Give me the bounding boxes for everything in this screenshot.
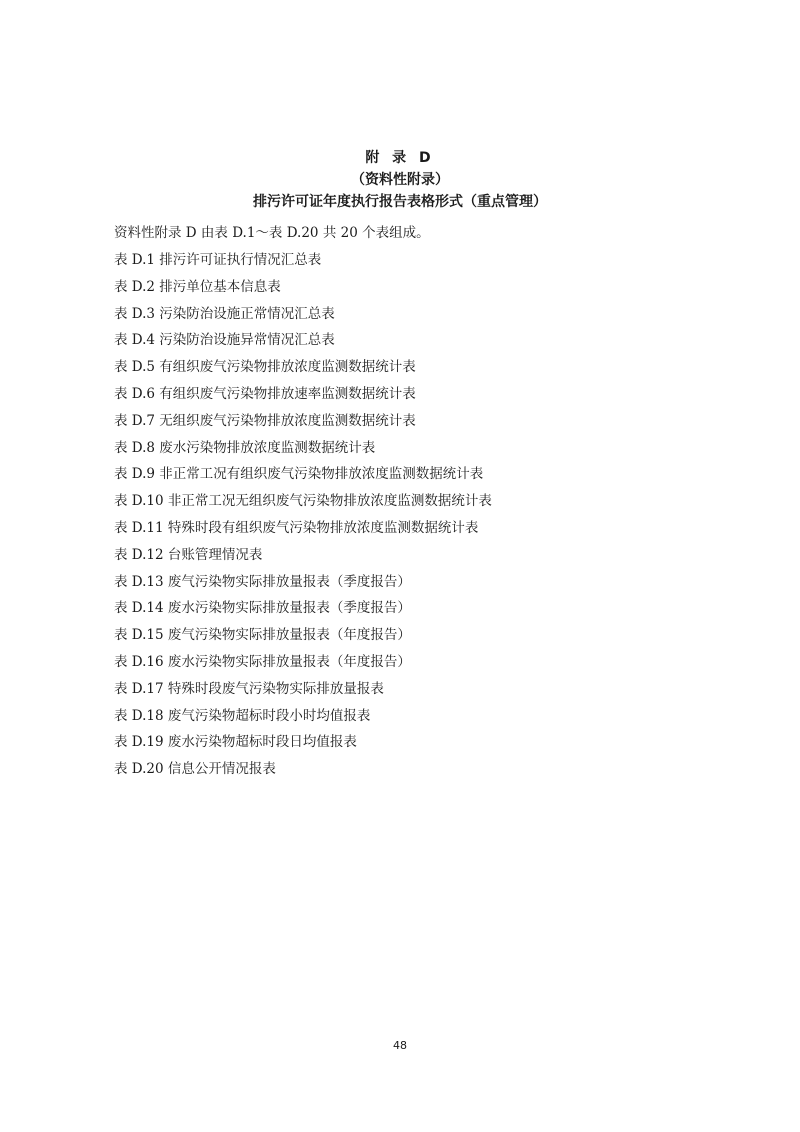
list-item: 表 D.9 非正常工况有组织废气污染物排放浓度监测数据统计表 [114,466,484,483]
intro-paragraph: 资料性附录 D 由表 D.1～表 D.20 共 20 个表组成。 [114,225,430,241]
list-item: 表 D.18 废气污染物超标时段小时均值报表 [114,707,371,724]
list-item: 表 D.6 有组织废气污染物排放速率监测数据统计表 [114,385,416,402]
list-item: 表 D.17 特殊时段废气污染物实际排放量报表 [114,680,384,697]
list-item: 表 D.19 废水污染物超标时段日均值报表 [114,734,357,751]
list-item: 表 D.7 无组织废气污染物排放浓度监测数据统计表 [114,412,416,429]
list-item: 表 D.2 排污单位基本信息表 [114,278,281,295]
appendix-title: 附 录 D [365,150,435,166]
list-item: 表 D.20 信息公开情况报表 [114,761,276,778]
list-item: 表 D.8 废水污染物排放浓度监测数据统计表 [114,439,376,456]
list-item: 表 D.1 排污许可证执行情况汇总表 [114,252,322,268]
list-item: 表 D.13 废气污染物实际排放量报表（季度报告） [114,573,411,590]
list-item: 表 D.5 有组织废气污染物排放浓度监测数据统计表 [114,359,416,376]
appendix-heading: 排污许可证年度执行报告表格形式（重点管理） [253,194,547,210]
table-list [114,250,492,786]
list-item: 表 D.4 污染防治设施异常情况汇总表 [114,332,335,349]
list-item: 表 D.16 废水污染物实际排放量报表（年度报告） [114,653,411,670]
list-item: 表 D.11 特殊时段有组织废气污染物排放浓度监测数据统计表 [114,519,479,536]
list-item: 表 D.12 台账管理情况表 [114,546,263,563]
appendix-subtitle: （资料性附录） [351,172,449,188]
list-item: 表 D.14 废水污染物实际排放量报表（季度报告） [114,600,411,617]
list-item: 表 D.15 废气污染物实际排放量报表（年度报告） [114,627,411,644]
list-item: 表 D.10 非正常工况无组织废气污染物排放浓度监测数据统计表 [114,493,492,510]
page-number: 48 [393,1039,407,1052]
list-item: 表 D.3 污染防治设施正常情况汇总表 [114,305,335,322]
